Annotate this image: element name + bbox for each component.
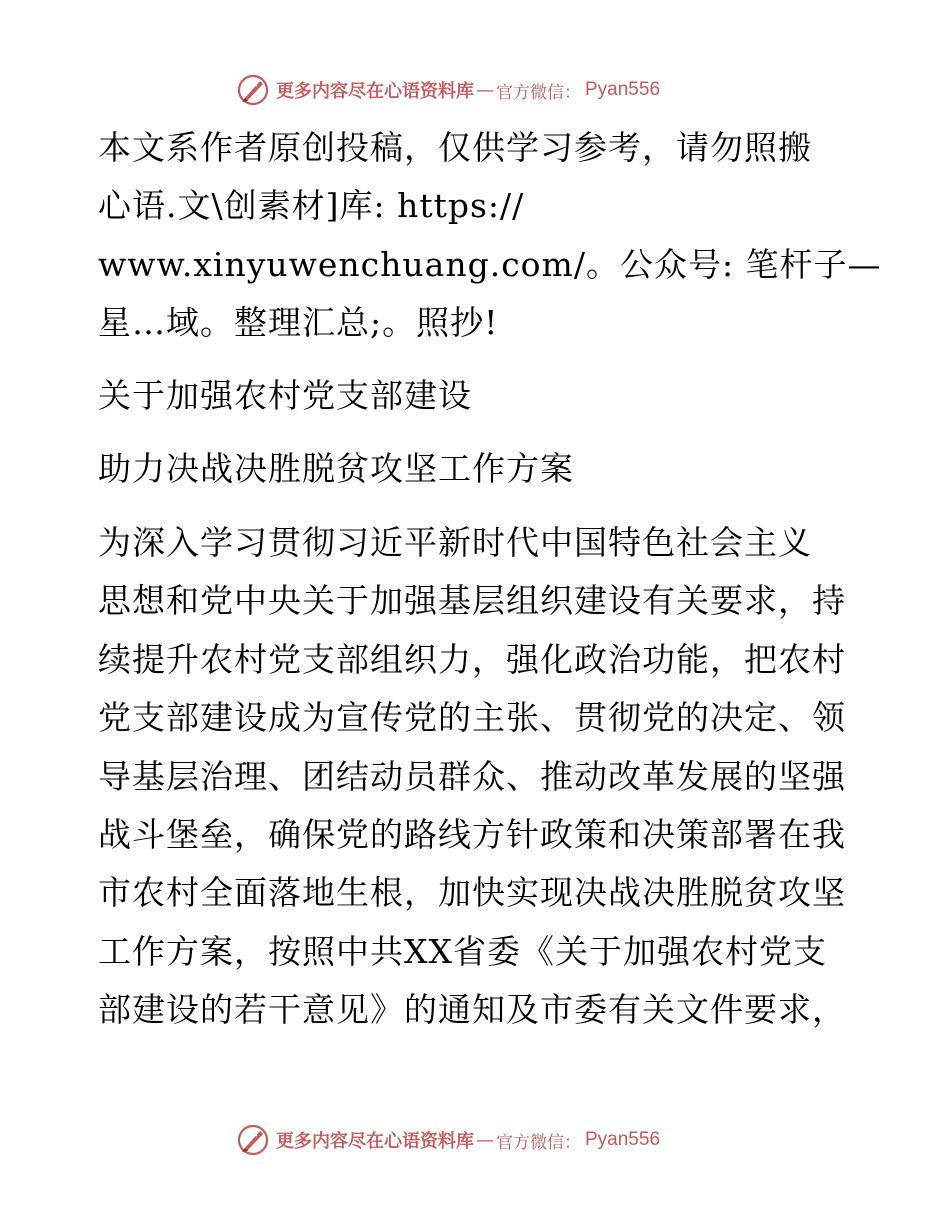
body-line-2: 思想和党中央关于加强基层组织建设有关要求，持 bbox=[98, 581, 846, 620]
quill-pen-logo-icon bbox=[236, 73, 270, 107]
notice-line-1: 本文系作者原创投稿，仅供学习参考，请勿照搬 bbox=[98, 128, 812, 167]
banner-wechat-label: 官方微信： bbox=[496, 82, 581, 103]
document-title-line-2: 助力决战决胜脱贫攻坚工作方案 bbox=[98, 449, 574, 488]
footer-wechat-label: 官方微信： bbox=[496, 1132, 581, 1153]
footer-wechat-id: Pyan556 bbox=[585, 1129, 661, 1150]
body-line-1: 为深入学习贯彻习近平新时代中国特色社会主义 bbox=[98, 523, 812, 562]
header-banner bbox=[236, 72, 660, 108]
document-title-line-1: 关于加强农村党支部建设 bbox=[98, 376, 472, 415]
body-line-4: 党支部建设成为宣传党的主张、贯彻党的决定、领 bbox=[98, 698, 846, 737]
body-line-9: 部建设的若干意见》的通知及市委有关文件要求， bbox=[98, 990, 846, 1029]
quill-pen-logo-icon bbox=[236, 1123, 270, 1157]
notice-line-3: www.xinyuwenchuang.com/。公众号: 笔杆子— bbox=[98, 245, 882, 284]
body-line-5: 导基层治理、团结动员群众、推动改革发展的坚强 bbox=[98, 757, 846, 796]
notice-line-2: 心语.文\创素材]库: https:// bbox=[98, 186, 525, 225]
banner-wechat-id: Pyan556 bbox=[585, 79, 661, 100]
body-line-8: 工作方案，按照中共XX省委《关于加强农村党支 bbox=[98, 932, 827, 971]
banner-dash: — bbox=[476, 79, 494, 101]
footer-main-text: 更多内容尽在心语资料库 bbox=[276, 1131, 474, 1152]
body-line-6: 战斗堡垒，确保党的路线方针政策和决策部署在我 bbox=[98, 815, 846, 854]
body-line-3: 续提升农村党支部组织力，强化政治功能，把农村 bbox=[98, 640, 846, 679]
footer-banner bbox=[236, 1122, 660, 1158]
banner-main-text: 更多内容尽在心语资料库 bbox=[276, 81, 474, 102]
body-line-7: 市农村全面落地生根，加快实现决战决胜脱贫攻坚 bbox=[98, 873, 846, 912]
footer-dash: — bbox=[476, 1129, 494, 1151]
notice-line-4: 星…域。整理汇总;。照抄! bbox=[98, 303, 499, 342]
